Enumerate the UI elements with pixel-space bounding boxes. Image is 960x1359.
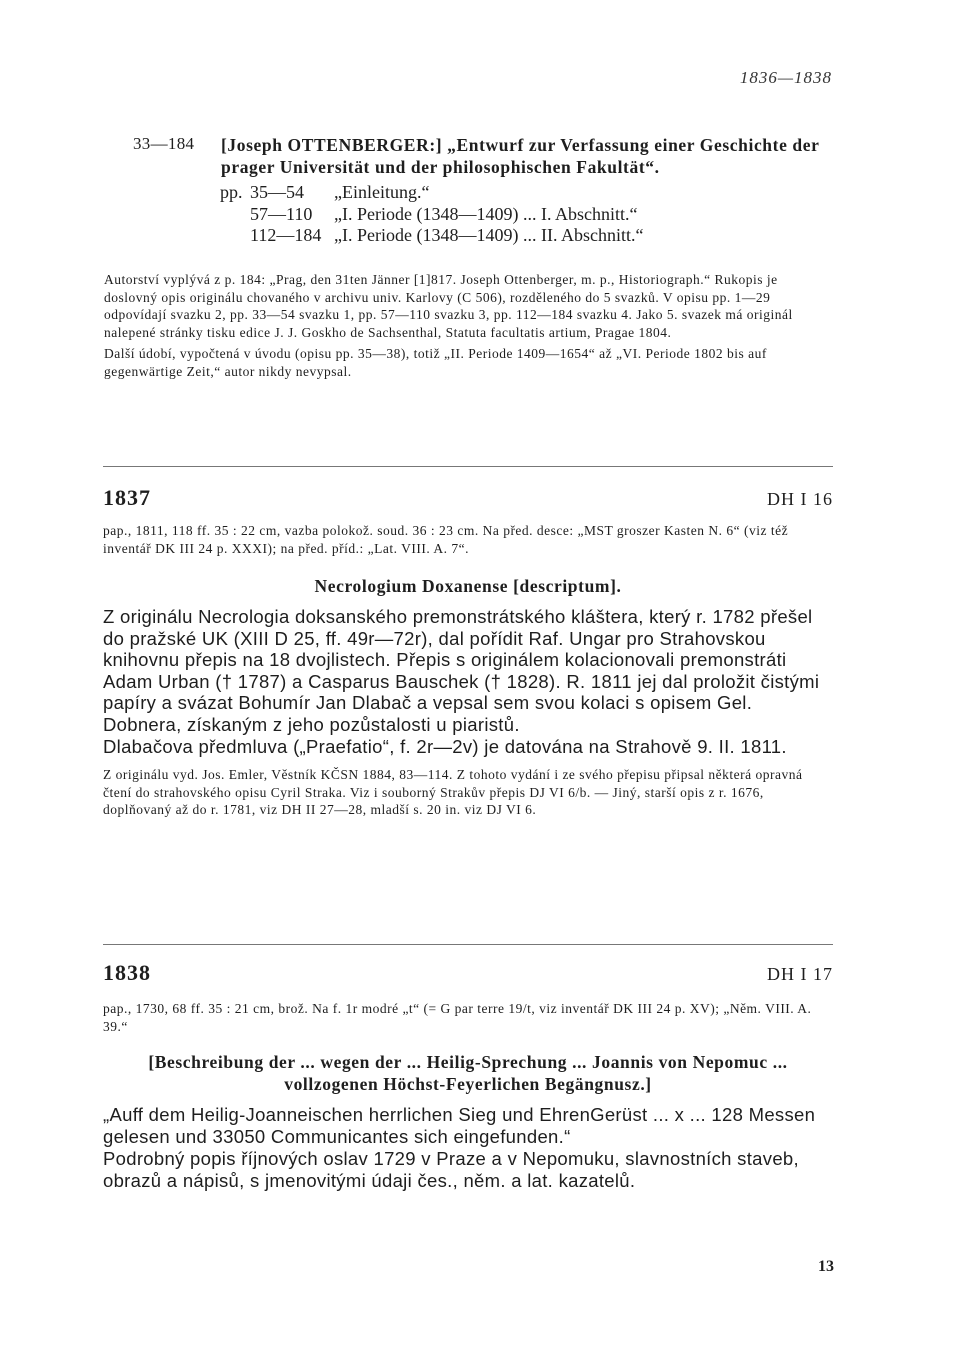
physical-description: pap., 1730, 68 ff. 35 : 21 cm, brož. Na f. 1r modré „t“ (= G par terre 19/t, viz inventář DK III 24 p. XV); „Něm. VIII. A. 39.“ <box>103 1001 812 1034</box>
work-title: Necrologium Doxanense [descriptum]. <box>314 576 622 597</box>
entry-text <box>103 606 833 758</box>
entry-33-184 <box>104 134 833 379</box>
entry-heading <box>133 134 833 178</box>
entry-title: [Joseph OTTENBERGER:] „Entwurf zur Verfassung einer Geschichte der prager Universität und der philosophischen Fakultät“. <box>221 135 820 177</box>
shelf-signature: DH I 17 <box>767 964 833 984</box>
entry-header-1837 <box>103 485 833 511</box>
pp-label <box>220 204 250 226</box>
entry-1837-body <box>103 522 833 819</box>
page-list-item <box>220 225 833 247</box>
page-range: 35—54 <box>250 182 304 202</box>
work-title: [Beschreibung der ... wegen der ... Heilig-Sprechung ... Joannis von Nepomuc ... vollzogenen Höchst-Feyerlichen Begängnusz.] <box>148 1052 788 1095</box>
page-list <box>220 182 833 247</box>
edition-note: Z originálu vyd. Jos. Emler, Věstník KČSN 1884, 83—114. Z tohoto vydání i ze svého přepisu připsal některá opravná čtení do strahovského opisu Cyril Straka. Viz i souborný Strakův přepis DJ VI 6/b. — Jiný, starší opis z r. 1676, doplňovaný až do r. 1781, viz DH II 27—28, mladší s. 20 in. viz DJ VI 6. <box>103 766 803 818</box>
physical-description: pap., 1811, 118 ff. 35 : 22 cm, vazba polokož. soud. 36 : 23 cm. Na před. desce: „MST groszer Kasten N. 6“ (viz též inventář DK III 24 p. XXXI); na před. příd.: „Lat. VIII. A. 7“. <box>103 523 789 556</box>
entry-1838-body <box>103 1000 833 1191</box>
note-paragraph: Autorství vyplývá z p. 184: „Prag, den 31ten Jänner [1]817. Joseph Ottenberger, m. p., Historiograph.“ Rukopis je doslovný opis originálu chovaného v archivu univ. Karlovy (C 506), rozděleného do 5 svazků. V opisu pp. 1—29 odpovídají svazku 2, pp. 33—54 svazku 1, pp. 57—110 svazku 3, pp. 112—184 svazku 4. Jako 5. svazek má originál nalepené stránky tisku edice J. J. Goskho de Sachsenthal, Statuta facultatis artium, Pragae 1804. <box>104 272 793 341</box>
page-list-item <box>220 204 833 226</box>
body-paragraph: Podrobný popis říjnových oslav 1729 v Praze a v Nepomuku, slavnostních staveb, obrazů a nápisů, s jmenovitými údaji čes., něm. a lat. kazatelů. <box>103 1148 799 1191</box>
body-paragraph: Z originálu Necrologia doksanského premonstrátského kláštera, který r. 1782 přešel do pražské UK (XIII D 25, ff. 49r—72r), dal pořídit Raf. Ungar pro Strahovskou knihovnu přepis na 18 dvojlistech. Přepis s originálem kolacionovali premonstráti Adam Urban († 1787) a Casparus Bauschek († 1828). R. 1811 jej dal proložit čistými papíry a svázat Bohumír Jan Dlabač a vepsal sem svou kolaci s opisem Gel. Dobnera, získaným z jeho pozůstalosti u piaristů. <box>103 606 820 735</box>
page-list-item <box>220 182 833 204</box>
section-divider <box>103 466 833 467</box>
page-desc: „Einleitung.“ <box>334 182 430 202</box>
note-paragraph: Další údobí, vypočtená v úvodu (opisu pp. 35—38), totiž „II. Periode 1409—1654“ až „VI. Periode 1802 bis auf gegenwärtige Zeit,“ autor nikdy nevypsal. <box>104 345 767 379</box>
entry-notes <box>104 271 834 380</box>
entry-number: 1837 <box>103 485 151 510</box>
section-divider <box>103 944 833 945</box>
pp-label: pp. <box>220 182 243 202</box>
page-number: 13 <box>818 1258 834 1275</box>
entry-number: 1838 <box>103 960 151 985</box>
page-desc: „I. Periode (1348—1409) ... II. Abschnitt.“ <box>334 225 644 245</box>
body-paragraph: „Auff dem Heilig-Joanneischen herrlichen Sieg und EhrenGerüst ... x ... 128 Messen gelesen und 33050 Communicantes sich eingefunden.“ <box>103 1104 816 1147</box>
shelf-signature: DH I 16 <box>767 489 833 509</box>
entry-header-1838 <box>103 960 833 986</box>
entry-text <box>103 1104 833 1191</box>
body-paragraph: Dlabačova předmluva („Praefatio“, f. 2r—2v) je datována na Strahově 9. II. 1811. <box>103 736 787 758</box>
running-head: 1836—1838 <box>739 68 832 87</box>
entry-number: 33—184 <box>133 134 195 153</box>
pp-label <box>220 225 250 247</box>
page-desc: „I. Periode (1348—1409) ... I. Abschnitt.“ <box>334 203 638 224</box>
page-range: 112—184 <box>250 225 322 245</box>
page-range: 57—110 <box>250 203 313 224</box>
